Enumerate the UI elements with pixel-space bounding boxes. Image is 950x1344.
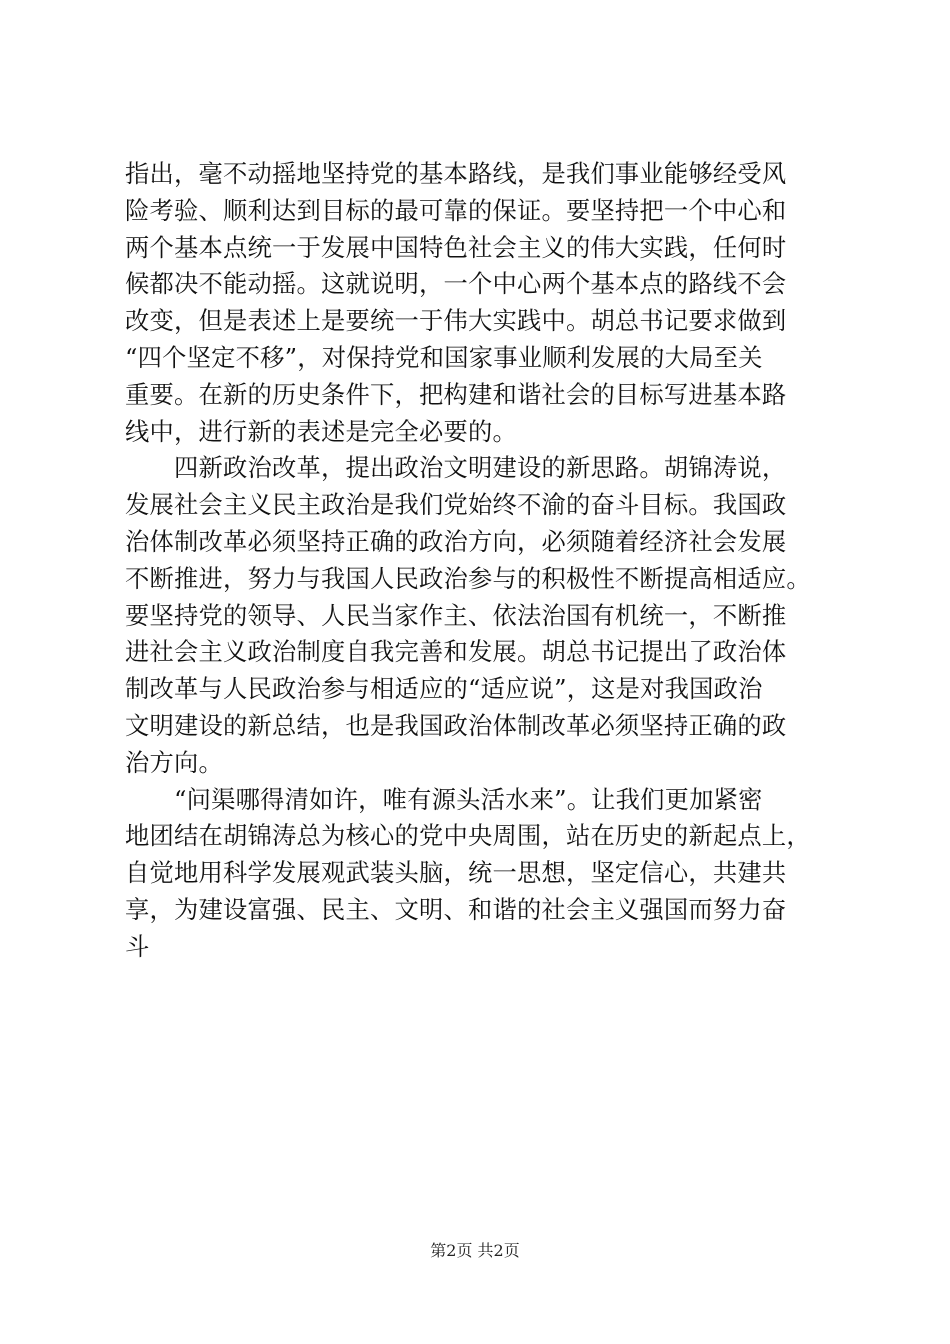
- text-line: 斗: [125, 931, 150, 961]
- text-line: 要坚持党的领导、人民当家作主、依法治国有机统一，不断推: [125, 600, 787, 630]
- text-line: 重要。在新的历史条件下，把构建和谐社会的目标写进基本路: [125, 379, 787, 409]
- text-line: 制改革与人民政治参与相适应的“适应说”，这是对我国政治: [125, 674, 763, 704]
- text-line: 不断推进，努力与我国人民政治参与的积极性不断提高相适应。: [125, 563, 811, 593]
- text-line: 自觉地用科学发展观武装头脑，统一思想，坚定信心，共建共: [125, 858, 787, 888]
- text-line: 指出，毫不动摇地坚持党的基本路线，是我们事业能够经受风: [125, 159, 787, 188]
- text-line: 两个基本点统一于发展中国特色社会主义的伟大实践，任何时: [125, 232, 787, 262]
- text-line: 文明建设的新总结，也是我国政治体制改革必须坚持正确的政: [125, 710, 787, 740]
- text-line: 线中，进行新的表述是完全必要的。: [125, 416, 517, 446]
- page-footer: [0, 1240, 950, 1262]
- text-line: “问渠哪得清如许，唯有源头活水来”。让我们更加紧密: [125, 784, 763, 814]
- text-line: “四个坚定不移”，对保持党和国家事业顺利发展的大局至关: [125, 342, 763, 372]
- text-line: 改变，但是表述上是要统一于伟大实践中。胡总书记要求做到: [125, 306, 787, 336]
- document-body: [125, 156, 837, 966]
- text-line: 候都决不能动摇。这就说明，一个中心两个基本点的路线不会: [125, 269, 787, 299]
- page-number-label: 第2页 共2页: [430, 1241, 520, 1260]
- text-line: 治方向。: [125, 747, 223, 777]
- text-line: 险考验、顺利达到目标的最可靠的保证。要坚持把一个中心和: [125, 195, 787, 225]
- text-line: 四新政治改革，提出政治文明建设的新思路。胡锦涛说，: [125, 453, 787, 483]
- text-line: 进社会主义政治制度自我完善和发展。胡总书记提出了政治体: [125, 637, 787, 667]
- text-line: 享，为建设富强、民主、文明、和谐的社会主义强国而努力奋: [125, 894, 787, 924]
- text-line: 发展社会主义民主政治是我们党始终不渝的奋斗目标。我国政: [125, 490, 787, 520]
- text-line: 治体制改革必须坚持正确的政治方向，必须随着经济社会发展: [125, 526, 787, 556]
- text-line: 地团结在胡锦涛总为核心的党中央周围，站在历史的新起点上，: [125, 821, 811, 851]
